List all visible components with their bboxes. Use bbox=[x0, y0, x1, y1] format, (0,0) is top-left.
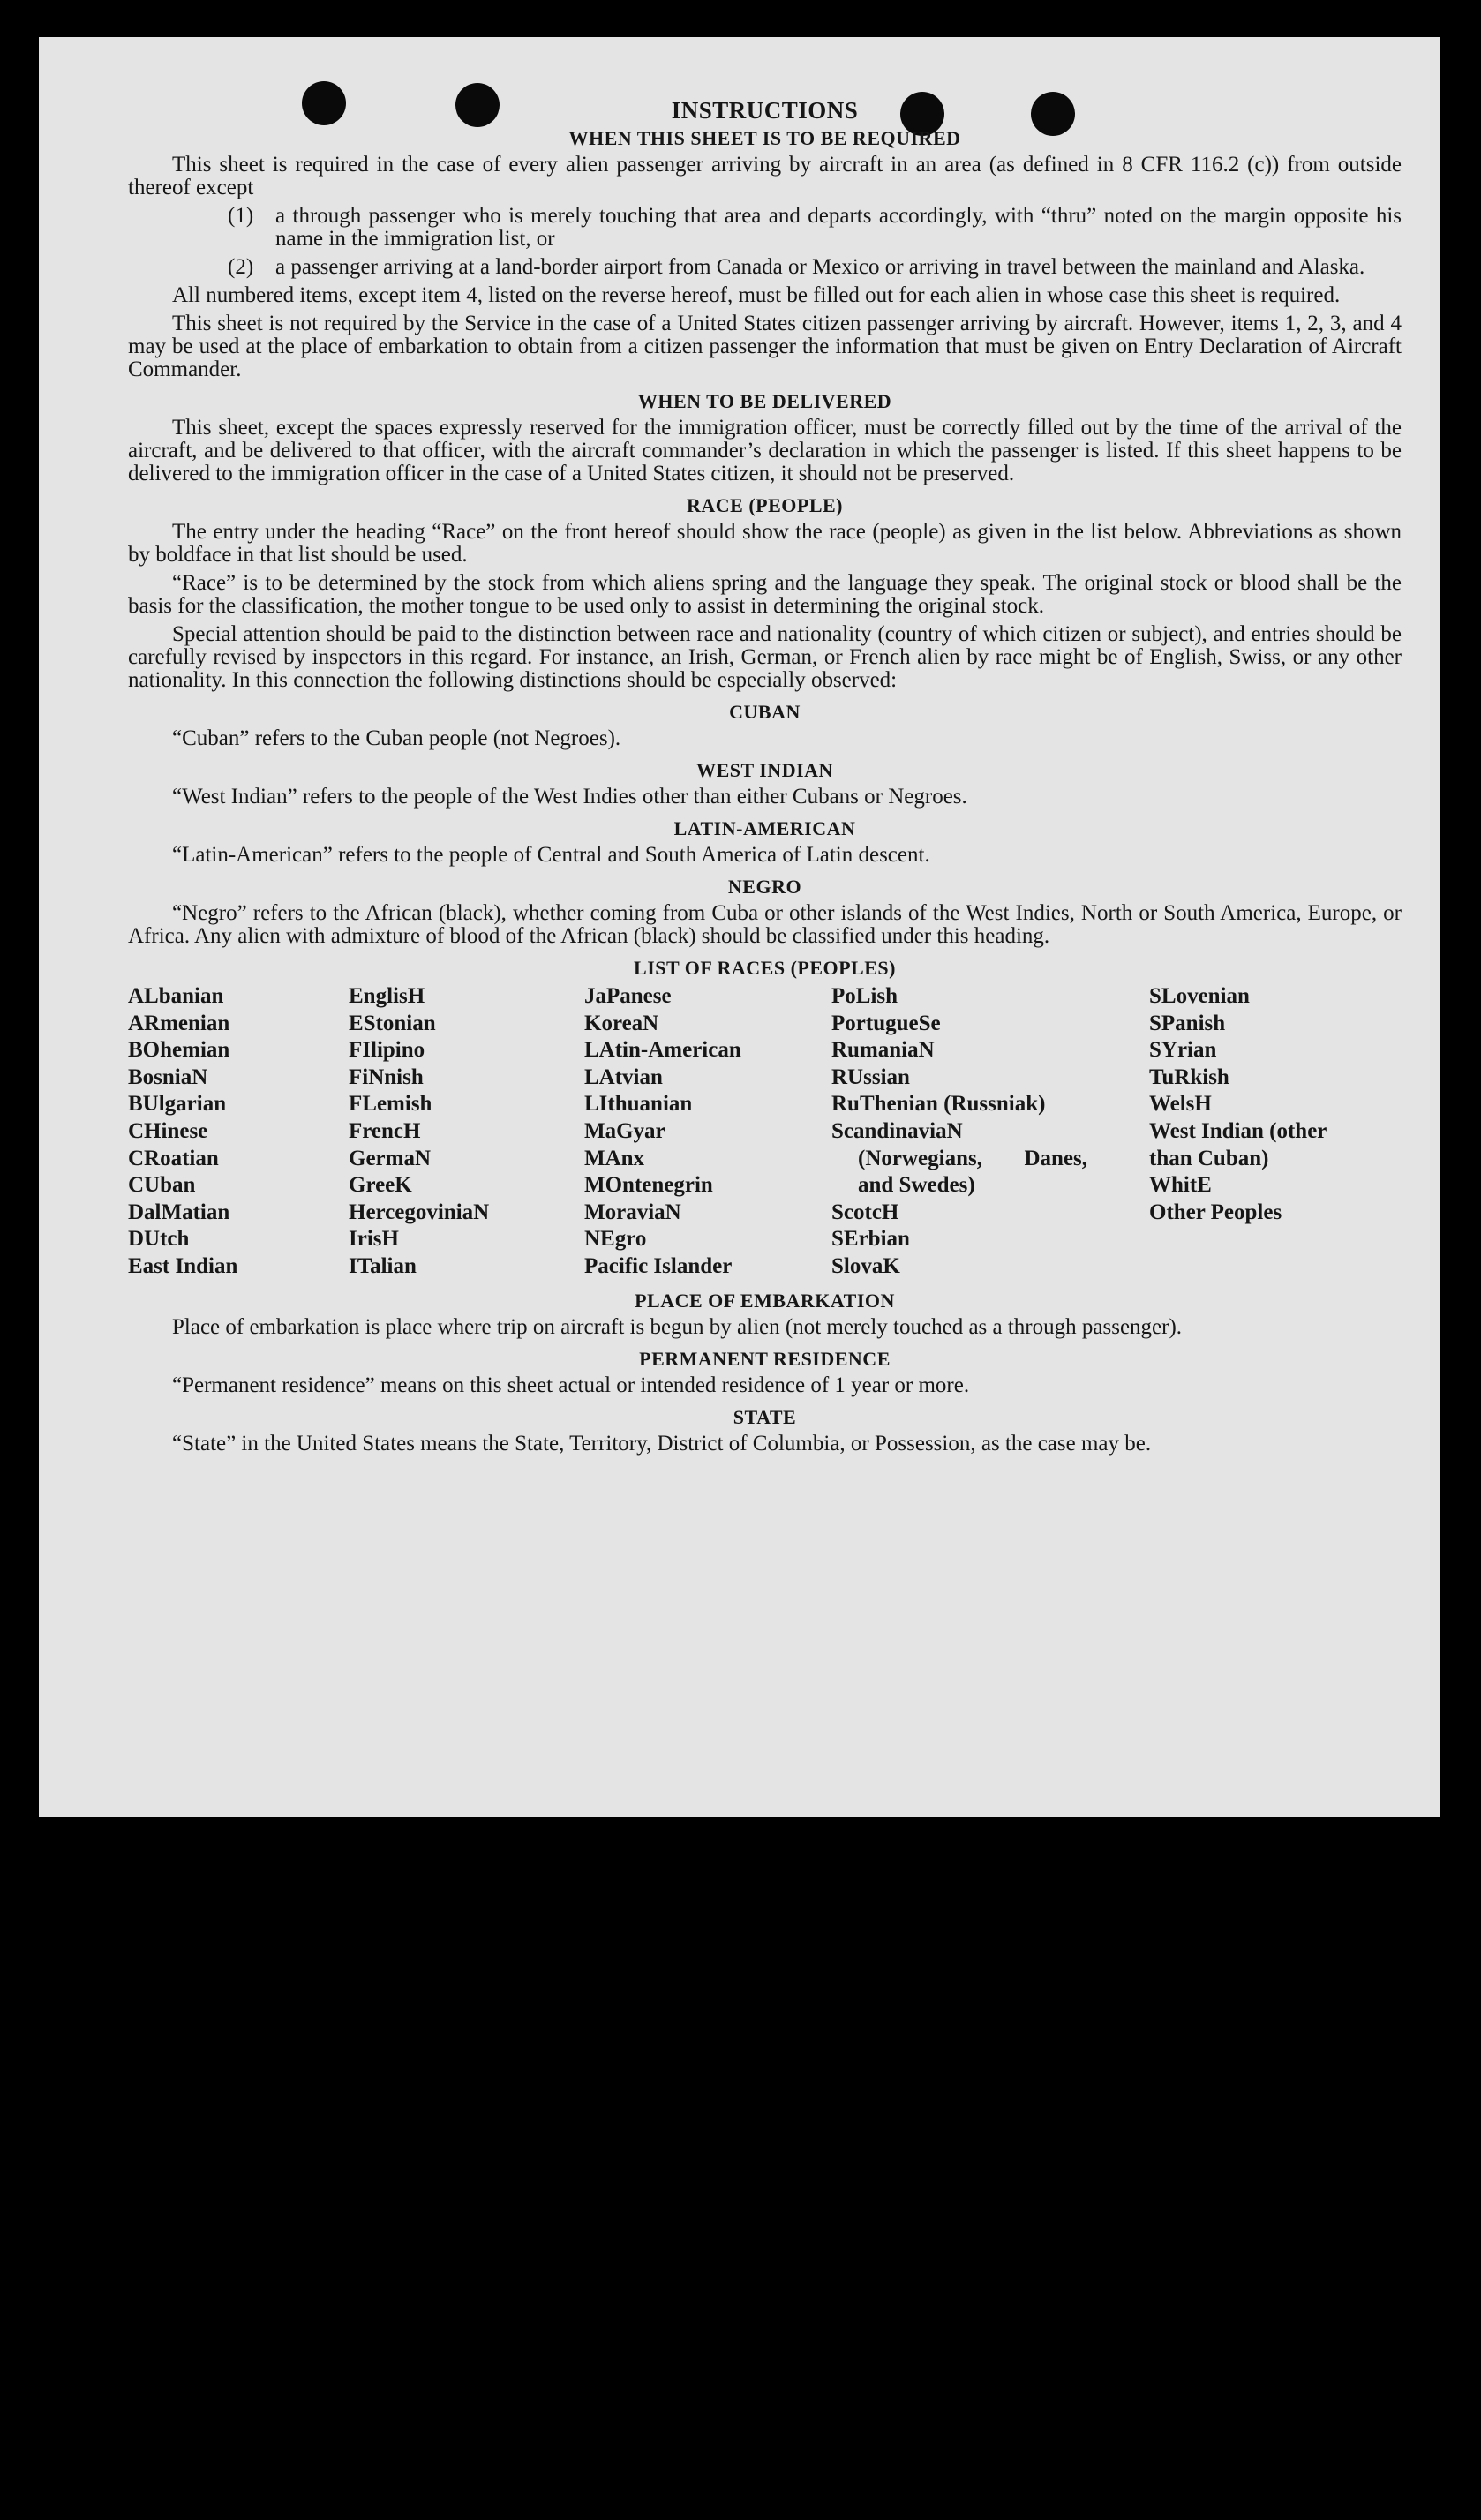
exception-item bbox=[128, 205, 1402, 251]
race-item: Pacific Islander bbox=[584, 1253, 733, 1278]
race-item: MoraviaN bbox=[584, 1200, 681, 1224]
paragraph: All numbered items, except item 4, listed on the reverse hereof, must be filled out for each alien in whose case this sheet is required. bbox=[172, 283, 1341, 307]
exception-number: (2) bbox=[228, 255, 254, 279]
paragraph: “West Indian” refers to the people of the West Indies other than either Cubans or Negroes. bbox=[172, 785, 967, 809]
race-item: DalMatian bbox=[128, 1200, 230, 1224]
race-item: ARmenian bbox=[128, 1011, 230, 1035]
exception-text: a through passenger who is merely touching that area and departs accordingly, with “thru” noted on the margin opposite his name in the immigration list, or bbox=[275, 204, 1402, 251]
paragraph: “Latin-American” refers to the people of Central and South America of Latin descent. bbox=[172, 843, 930, 867]
race-item: East Indian bbox=[128, 1253, 238, 1278]
page-title: INSTRUCTIONS bbox=[671, 97, 859, 124]
race-item: KoreaN bbox=[584, 1011, 659, 1035]
race-item: CRoatian bbox=[128, 1146, 219, 1170]
section-heading-latin-american: LATIN-AMERICAN bbox=[673, 817, 856, 839]
section-heading-delivered: WHEN TO BE DELIVERED bbox=[637, 390, 892, 412]
race-item: SlovaK bbox=[831, 1253, 900, 1278]
race-item: PortugueSe bbox=[831, 1011, 941, 1035]
race-item: MOntenegrin bbox=[584, 1173, 713, 1198]
race-item: HercegoviniaN bbox=[349, 1200, 490, 1224]
race-item: IrisH bbox=[349, 1227, 399, 1252]
paragraph: “Negro” refers to the African (black), whether coming from Cuba or other islands of the West Indies, North or South America, Europe, or Africa. Any alien with admixture of blood of the African (black) should be classified under this heading. bbox=[128, 901, 1402, 948]
paragraph: “Cuban” refers to the Cuban people (not Negroes). bbox=[172, 726, 621, 750]
race-item: JaPanese bbox=[584, 984, 672, 1008]
paragraph: The entry under the heading “Race” on the front hereof should show the race (people) as given in the list below. Abbreviations as shown by boldface in that list should be used. bbox=[128, 520, 1402, 567]
section-heading-negro: NEGRO bbox=[727, 876, 802, 898]
race-item: MaGyar bbox=[584, 1118, 665, 1143]
race-item: FrencH bbox=[349, 1118, 421, 1143]
race-column bbox=[1149, 983, 1370, 1281]
section-heading-race-list: LIST OF RACES (PEOPLES) bbox=[634, 957, 896, 979]
race-item: DUtch bbox=[128, 1227, 190, 1252]
race-item: GermaN bbox=[349, 1146, 432, 1170]
paragraph: “State” in the United States means the State, Territory, District of Columbia, or Possession, as the case may be. bbox=[172, 1431, 1152, 1456]
race-item: NEgro bbox=[584, 1227, 647, 1252]
race-item: GreeK bbox=[349, 1173, 412, 1198]
race-item: EnglisH bbox=[349, 984, 425, 1008]
race-item: BUlgarian bbox=[128, 1092, 227, 1117]
race-item: EStonian bbox=[349, 1011, 436, 1035]
race-item: FLemish bbox=[349, 1092, 432, 1117]
document-sheet bbox=[39, 37, 1440, 1817]
race-item: SErbian bbox=[831, 1227, 910, 1252]
race-item: FiNnish bbox=[349, 1064, 424, 1089]
race-item: MAnx bbox=[584, 1146, 645, 1170]
race-item: SPanish bbox=[1149, 1011, 1226, 1035]
race-item: SYrian bbox=[1149, 1038, 1217, 1063]
race-item: ALbanian bbox=[128, 984, 224, 1008]
race-item: RumaniaN bbox=[831, 1038, 935, 1063]
race-item: LAtin-American bbox=[584, 1038, 741, 1063]
race-item: West Indian (other than Cuban) bbox=[1149, 1118, 1327, 1170]
section-heading-west-indian: WEST INDIAN bbox=[696, 759, 833, 781]
section-heading-state: STATE bbox=[733, 1405, 797, 1428]
race-item: WelsH bbox=[1149, 1092, 1212, 1117]
race-item: ScotcH bbox=[831, 1200, 899, 1224]
race-item: ITalian bbox=[349, 1253, 417, 1278]
section-heading-race: RACE (PEOPLE) bbox=[687, 494, 843, 516]
section-heading-required: WHEN THIS SHEET IS TO BE REQUIRED bbox=[568, 127, 961, 149]
race-column bbox=[128, 983, 349, 1281]
race-item: CUban bbox=[128, 1173, 196, 1198]
race-item: BosniaN bbox=[128, 1064, 208, 1089]
race-item: FIlipino bbox=[349, 1038, 425, 1063]
race-item: LIthuanian bbox=[584, 1092, 693, 1117]
race-item: Other Peoples bbox=[1149, 1200, 1282, 1224]
race-item: BOhemian bbox=[128, 1038, 230, 1063]
instructions-content bbox=[128, 99, 1402, 1461]
race-item: RUssian bbox=[831, 1064, 910, 1089]
paragraph: This sheet, except the spaces expressly reserved for the immigration officer, must be correctly filled out by the time of the arrival of the aircraft, and be delivered to that officer, with the aircraft commander’s declaration in which the passenger is listed. If this sheet happens to be delivered to the immigration officer in the case of a United States citizen, it should not be preserved. bbox=[128, 416, 1402, 485]
race-item: LAtvian bbox=[584, 1064, 663, 1089]
race-item: CHinese bbox=[128, 1118, 208, 1143]
race-item: PoLish bbox=[831, 984, 898, 1008]
paragraph: “Race” is to be determined by the stock from which aliens spring and the language they speak. The original stock or blood shall be the basis for the classification, the mother tongue to be used only to assist in determining the original stock. bbox=[128, 571, 1402, 618]
race-item: SLovenian bbox=[1149, 984, 1250, 1008]
race-column bbox=[831, 983, 1149, 1281]
race-item: TuRkish bbox=[1149, 1064, 1229, 1089]
race-column bbox=[349, 983, 584, 1281]
exception-text: a passenger arriving at a land-border airport from Canada or Mexico or arriving in travel between the mainland and Alaska. bbox=[275, 255, 1365, 279]
paragraph: Special attention should be paid to the distinction between race and nationality (country of which citizen or subject), and entries should be carefully revised by inspectors in this regard. For instance, an Irish, German, or French alien by race might be of English, Swiss, or any other nationality. In this connection the following distinctions should be especially observed: bbox=[128, 622, 1402, 692]
paragraph: This sheet is not required by the Service in the case of a United States citizen passenger arriving by aircraft. However, items 1, 2, 3, and 4 may be used at the place of embarkation to obtain from a citizen passenger the information that must be given on Entry Declaration of Aircraft Commander. bbox=[128, 312, 1402, 381]
paragraph: “Permanent residence” means on this sheet actual or intended residence of 1 year or more. bbox=[172, 1373, 970, 1397]
race-list bbox=[128, 983, 1402, 1281]
section-heading-embarkation: PLACE OF EMBARKATION bbox=[635, 1289, 895, 1312]
exception-number: (1) bbox=[228, 204, 254, 228]
exception-item bbox=[128, 256, 1402, 279]
race-item: RuThenian (Russniak) bbox=[831, 1092, 1046, 1117]
paragraph: This sheet is required in the case of every alien passenger arriving by aircraft in an area (as defined in 8 CFR 116.2 (c)) from outside thereof except bbox=[128, 153, 1402, 199]
race-column bbox=[584, 983, 831, 1281]
paragraph: Place of embarkation is place where trip on aircraft is begun by alien (not merely touched as a through passenger). bbox=[172, 1314, 1183, 1339]
section-heading-cuban: CUBAN bbox=[729, 701, 801, 723]
race-item: ScandinaviaN (Norwegians, Danes, and Swedes) bbox=[831, 1118, 1087, 1198]
race-item: WhitE bbox=[1149, 1173, 1212, 1198]
section-heading-residence: PERMANENT RESIDENCE bbox=[639, 1347, 891, 1370]
